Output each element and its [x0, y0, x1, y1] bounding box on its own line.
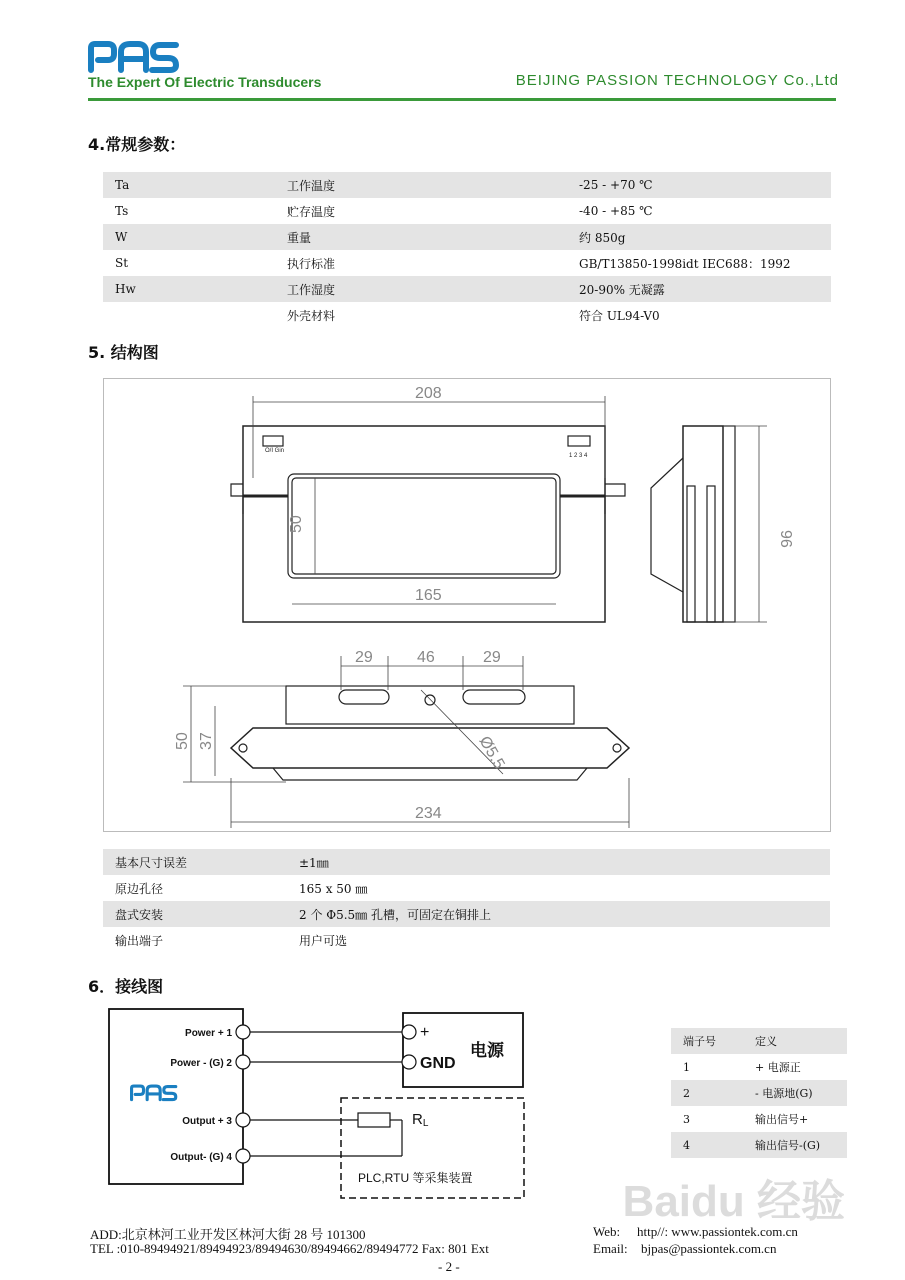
dim-29-right: 29	[483, 649, 501, 666]
table-cell: 盘式安装	[103, 901, 287, 927]
dim-208: 208	[415, 385, 442, 402]
plus-label: +	[420, 1024, 430, 1041]
dim-46: 46	[417, 649, 435, 666]
footer-web-label: Web:	[593, 1224, 621, 1239]
supply-gnd-terminal	[402, 1055, 416, 1069]
table-cell: 重量	[275, 224, 567, 250]
terminal-2-label: Power - (G) 2	[170, 1058, 232, 1069]
label-terminals: 1 2 3 4	[569, 453, 588, 459]
table-cell: 贮存温度	[287, 204, 336, 219]
table-cell: 用户可选	[299, 933, 348, 948]
terminal-2	[236, 1055, 250, 1069]
table-cell: W	[103, 224, 275, 250]
plc-label: PLC,RTU 等采集装置	[358, 1171, 473, 1185]
table-cell: 输出信号+	[755, 1113, 809, 1126]
supply-plus-terminal	[402, 1025, 416, 1039]
table-row	[103, 276, 831, 302]
table-row	[103, 849, 830, 875]
section-4-title: 4.常规参数：	[88, 135, 186, 154]
table-cell: 符合 UL94-V0	[579, 308, 660, 323]
table-cell: 1	[683, 1060, 690, 1074]
table-cell: + 电源正	[755, 1061, 801, 1074]
footer-web-link[interactable]: http//: www.passiontek.com.cn	[637, 1224, 798, 1239]
table-cell	[103, 302, 275, 328]
page-number: - 2 -	[438, 1259, 460, 1274]
table-cell: 端子号	[671, 1028, 743, 1054]
table-cell: 2 个 Φ5.5㎜ 孔槽，可固定在铜排上	[287, 901, 830, 927]
section-6-title: 6．接线图	[88, 977, 164, 996]
table-cell: 输出信号-(G)	[743, 1132, 847, 1158]
table-cell: ±1㎜	[287, 849, 830, 875]
terminal-definition-table	[671, 1028, 847, 1158]
section-5-title: 5. 结构图	[88, 343, 159, 362]
dim-hole-diameter: Ø5.5	[475, 733, 508, 773]
housing-side-view	[683, 426, 723, 622]
footer-tel: TEL :010-89494921/89494923/89494630/89494662/89494772 Fax: 801 Ext	[90, 1241, 489, 1256]
dim-50-bottom: 50	[174, 732, 191, 750]
table-row	[103, 901, 830, 927]
terminal-3-label: Output + 3	[182, 1116, 232, 1127]
table-row	[671, 1106, 847, 1132]
dim-96: 96	[777, 530, 794, 548]
table-cell: Hw	[103, 276, 275, 302]
label-input: O/I Gin	[265, 448, 285, 454]
dim-50-front: 50	[288, 515, 305, 533]
mounting-hole	[425, 695, 435, 705]
company-name: BEIJING PASSION TECHNOLOGY Co.,Ltd	[515, 72, 839, 89]
table-cell: 工作温度	[275, 172, 567, 198]
slot-left	[339, 690, 389, 704]
rl-label: RL	[412, 1111, 429, 1129]
table-cell: 执行标准	[287, 256, 336, 271]
table-cell: 4	[671, 1132, 743, 1158]
terminal-4	[236, 1149, 250, 1163]
table-cell: GB/T13850-1998idt IEC688：1992	[579, 256, 791, 271]
terminal-3	[236, 1113, 250, 1127]
table-cell: - 电源地(G)	[743, 1080, 847, 1106]
table-row	[671, 1080, 847, 1106]
table-cell: -25 - +70 ℃	[567, 172, 831, 198]
table-row	[671, 1132, 847, 1158]
tagline: The Expert Of Electric Transducers	[88, 74, 322, 90]
slot-right	[463, 690, 525, 704]
table-cell: 2	[671, 1080, 743, 1106]
table-row	[103, 172, 831, 198]
wiring-diagram	[100, 1000, 540, 1204]
table-cell: 定义	[743, 1028, 847, 1054]
table-cell: 输出端子	[115, 933, 164, 948]
table-row	[103, 198, 831, 224]
table-cell: 基本尺寸误差	[103, 849, 287, 875]
table-cell: 外壳材料	[287, 308, 336, 323]
general-params-table	[103, 172, 831, 328]
table-row	[671, 1028, 847, 1054]
dim-37: 37	[198, 732, 215, 750]
header-divider	[88, 98, 836, 101]
table-row	[103, 302, 831, 328]
table-cell: 165 x 50 ㎜	[299, 881, 368, 896]
table-cell: 工作湿度	[275, 276, 567, 302]
company-logo	[88, 40, 180, 74]
load-resistor	[358, 1113, 390, 1127]
gnd-label: GND	[420, 1055, 456, 1072]
power-supply-label: 电源	[470, 1041, 504, 1060]
dim-165: 165	[415, 587, 442, 604]
table-row	[671, 1054, 847, 1080]
table-cell: 20-90% 无凝露	[567, 276, 831, 302]
table-cell: -40 - +85 ℃	[579, 204, 653, 218]
table-row	[103, 224, 831, 250]
watermark: Baidu 经验	[622, 1177, 845, 1226]
diagram-logo	[132, 1086, 176, 1100]
table-cell: 原边孔径	[115, 881, 164, 896]
dimension-notes-table	[103, 849, 830, 953]
footer-email-link[interactable]: bjpas@passiontek.com.cn	[641, 1241, 777, 1256]
dim-234: 234	[415, 805, 442, 822]
table-cell: Ta	[103, 172, 275, 198]
table-row	[103, 927, 830, 953]
table-cell: St	[115, 256, 129, 270]
structure-drawing	[103, 378, 830, 831]
dim-29-left: 29	[355, 649, 373, 666]
footer-address: ADD:北京林河工业开发区林河大街 28 号 101300	[90, 1227, 366, 1242]
table-cell: 约 850g	[567, 224, 831, 250]
terminal-4-label: Output- (G) 4	[170, 1152, 232, 1163]
table-cell: 3	[683, 1112, 690, 1126]
footer-email-label: Email:	[593, 1241, 628, 1256]
table-row	[103, 875, 830, 901]
table-row	[103, 250, 831, 276]
terminal-1	[236, 1025, 250, 1039]
terminal-1-label: Power + 1	[185, 1028, 232, 1039]
table-cell: Ts	[115, 204, 129, 218]
